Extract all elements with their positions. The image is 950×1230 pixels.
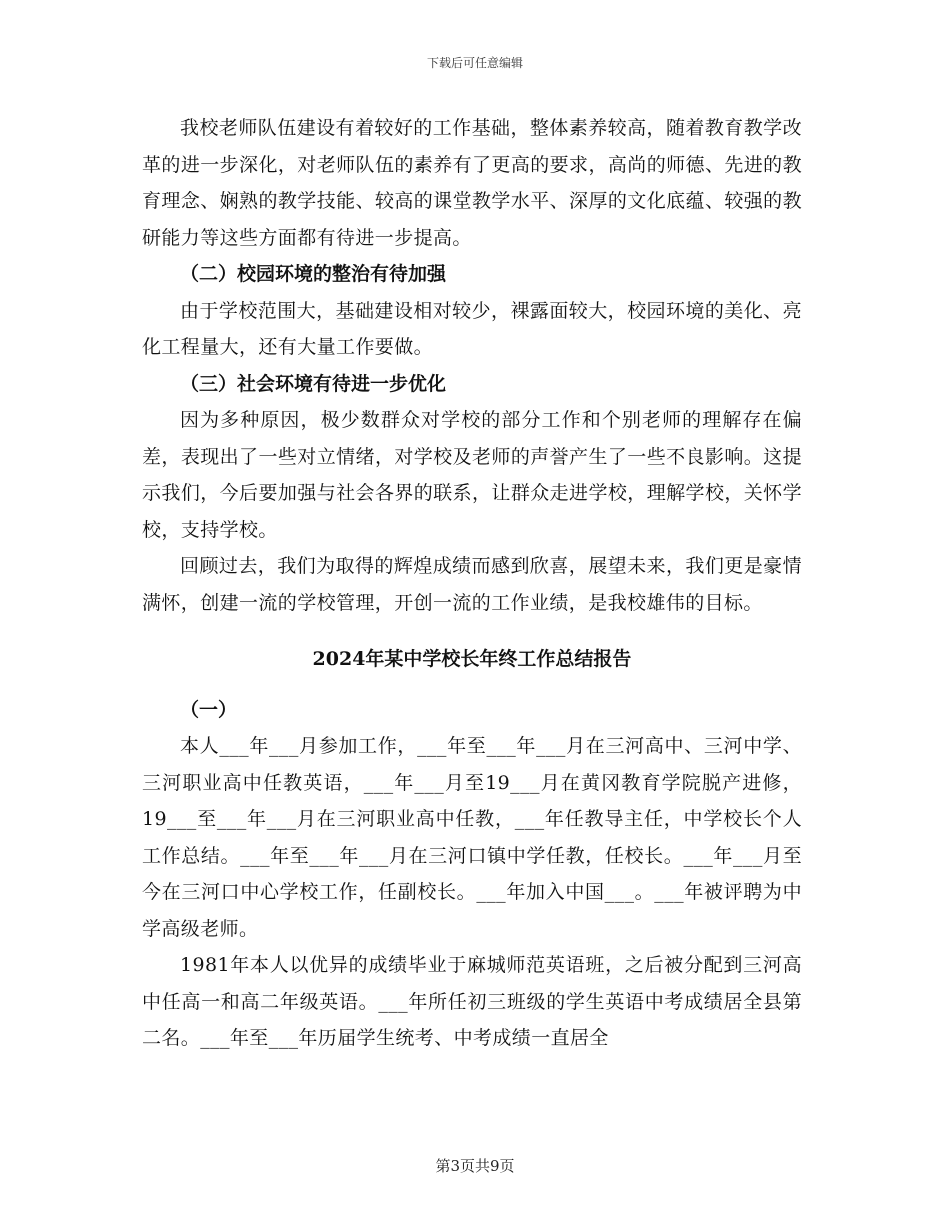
heading-social-environment: （三）社会环境有待进一步优化 xyxy=(180,372,447,395)
paragraph-career-history: 本人___年___月参加工作，___年至___年___月在三河高中、三河中学、三河职业高中任教英语，___年___月至19___月在黄冈教育学院脱产进修，19___至___年___月在三河职业高中任教，___年任教导主任，中学校长个人工作总结。___年至___年___月在三河口镇中学任教，任校长。___年___月至今在三河口中心学校工作，任副校长。___年加入中国___。___年被评聘为中学高级老师。 xyxy=(142,735,802,940)
heading-campus-environment: （二）校园环境的整治有待加强 xyxy=(180,263,447,285)
paragraph-teacher-team: 我校老师队伍建设有着较好的工作基础，整体素养较高，随着教育教学改革的进一步深化，对老师队伍的素养有了更高的要求，高尚的师德、先进的教育理念、娴熟的教学技能、较高的课堂教学水平、深厚的文化底蕴、较强的教研能力等这些方面都有待进一步提高。 xyxy=(142,117,802,249)
paragraph-achievements: 1981年本人以优异的成绩毕业于麻城师范英语班，之后被分配到三河高中任高一和高二年级英语。___年所任初三班级的学生英语中考成绩居全县第二名。___年至___年历届学生统考、中考成绩一直居全 xyxy=(142,954,802,1049)
document-title: 2024年某中学校长年终工作总结报告 xyxy=(312,648,632,670)
section-one-heading: （一） xyxy=(180,698,238,721)
page-number-footer: 第3页共9页 xyxy=(435,1157,515,1175)
paragraph-review: 回顾过去，我们为取得的辉煌成绩而感到欣喜，展望未来，我们更是豪情满怀，创建一流的学校管理，开创一流的工作业绩，是我校雄伟的目标。 xyxy=(142,555,802,614)
paragraph-campus-environment: 由于学校范围大，基础建设相对较少，裸露面较大，校园环境的美化、亮化工程量大，还有大量工作要做。 xyxy=(142,299,802,358)
paragraph-social-environment: 因为多种原因，极少数群众对学校的部分工作和个别老师的理解存在偏差，表现出了一些对立情绪，对学校及老师的声誉产生了一些不良影响。这提示我们，今后要加强与社会各界的联系，让群众走进学校，理解学校，关怀学校，支持学校。 xyxy=(142,409,802,541)
document-body xyxy=(142,110,802,1057)
page-header: 下载后可任意编辑 xyxy=(426,56,523,70)
